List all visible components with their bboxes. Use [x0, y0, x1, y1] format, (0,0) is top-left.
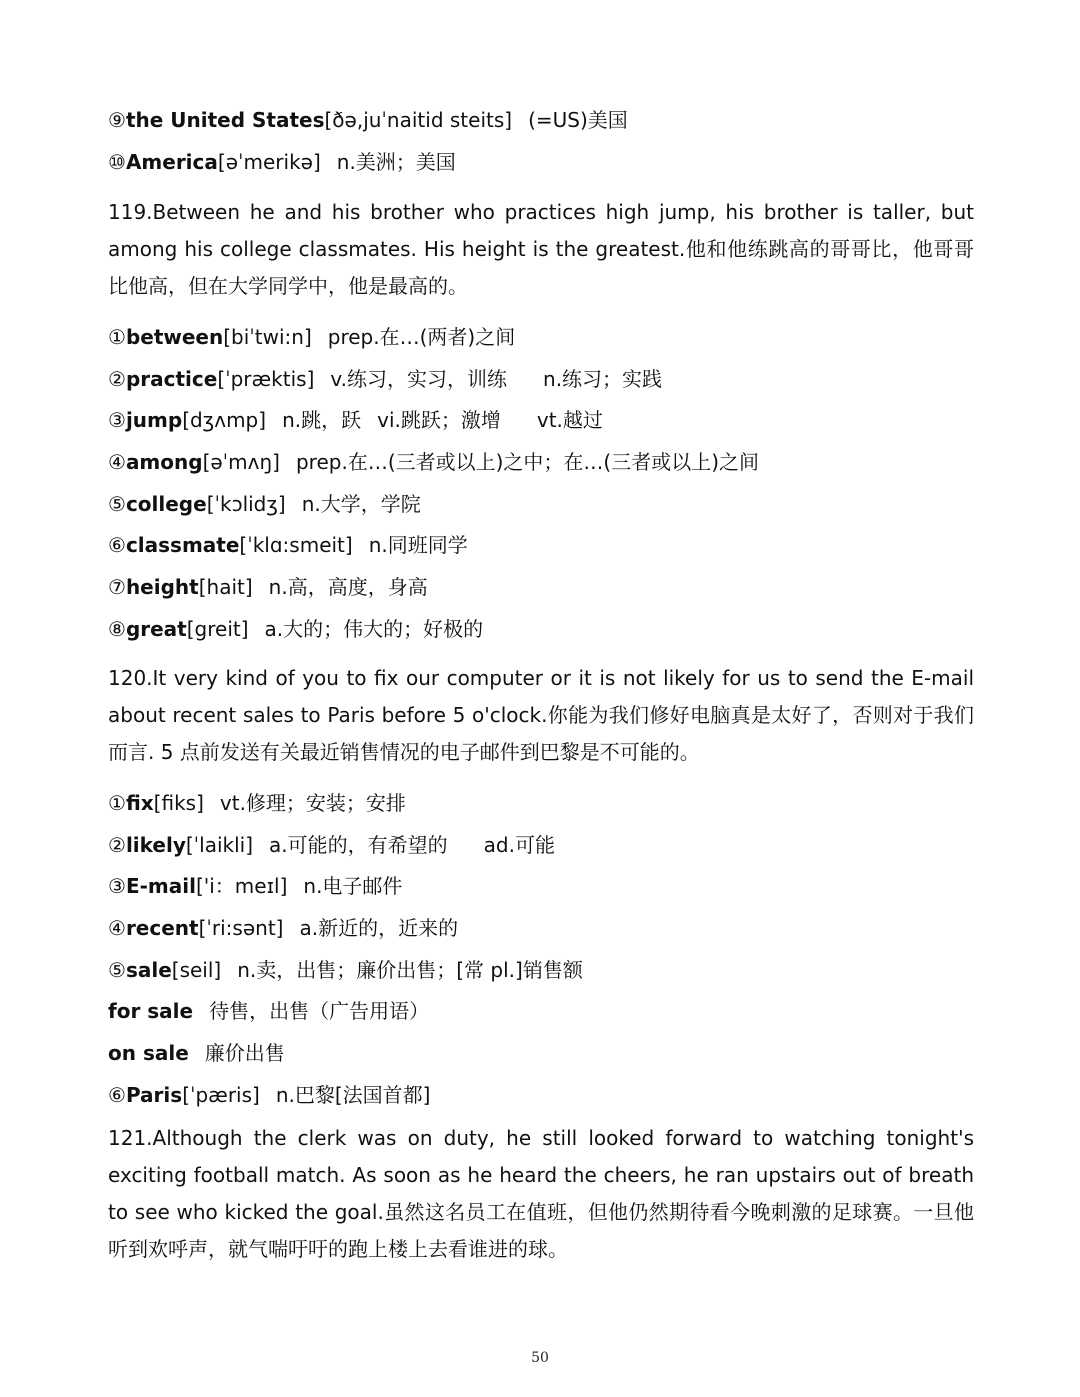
- phrase-entry: on sale 廉价出售: [108, 1041, 285, 1065]
- vocab-entry: ⑦height[hait] n.高，高度，身高: [108, 575, 428, 599]
- phrase-entry: for sale 待售，出售（广告用语）: [108, 999, 430, 1023]
- vocab-entry: ⑩America[əˈmerikə] n.美洲；美国: [108, 150, 456, 174]
- vocab-entry: ⑤college[ˈkɔlidʒ] n.大学，学院: [108, 492, 421, 516]
- vocab-entry: ⑧great[greit] a.大的；伟大的；好极的: [108, 617, 484, 641]
- vocab-entry: ③E-mail['i：meɪl] n.电子邮件: [108, 874, 403, 898]
- vocab-entry: ⑥classmate[ˈklɑ:smeit] n.同班同学: [108, 533, 468, 557]
- vocab-entry: ③jump[dʒʌmp] n.跳，跃 vi.跳跃；激增 vt.越过: [108, 408, 603, 432]
- vocab-entry: ⑤sale[seil] n.卖，出售；廉价出售；[常 pl.]销售额: [108, 958, 583, 982]
- vocab-entry: ①fix[fiks] vt.修理；安装；安排: [108, 791, 406, 815]
- vocab-entry: ②likely[ˈlaikli] a.可能的，有希望的 ad.可能: [108, 833, 555, 857]
- vocab-entry: ⑨the United States[ðə,juˈnaitid steits] (=US)美国: [108, 108, 628, 132]
- example-sentence-119: 119.Between he and his brother who practices high jump, his brother is taller, but among his college classmates. His height is the greatest.他和他练跳高的哥哥比，他哥哥比他高，但在大学同学中，他是最高的。: [108, 200, 974, 298]
- vocab-entry: ④among[əˈmʌŋ] prep.在…(三者或以上)之中；在…(三者或以上)之间: [108, 450, 760, 474]
- vocab-entry: ②practice[ˈpræktis] v.练习，实习，训练 n.练习；实践: [108, 367, 663, 391]
- vocab-entry: ④recent[ˈri:sənt] a.新近的，近来的: [108, 916, 459, 940]
- example-sentence-121: 121.Although the clerk was on duty, he still looked forward to watching tonight's exciting football match. As soon as he heard the cheers, he ran upstairs out of breath to see who kicked the goal.虽然这名员工在值班，但他仍然期待看今晚刺激的足球赛。一旦他听到欢呼声，就气喘吁吁的跑上楼上去看谁进的球。: [108, 1126, 974, 1261]
- vocab-entry: ①between[biˈtwi:n] prep.在…(两者)之间: [108, 325, 516, 349]
- example-sentence-120: 120.It very kind of you to fix our computer or it is not likely for us to send the E-mail about recent sales to Paris before 5 o'clock.你能为我们修好电脑真是太好了，否则对于我们而言. 5 点前发送有关最近销售情况的电子邮件到巴黎是不可能的。: [108, 666, 974, 764]
- page-number: 50: [531, 1350, 549, 1366]
- vocab-entry: ⑥Paris[ˈpæris] n.巴黎[法国首都]: [108, 1083, 431, 1107]
